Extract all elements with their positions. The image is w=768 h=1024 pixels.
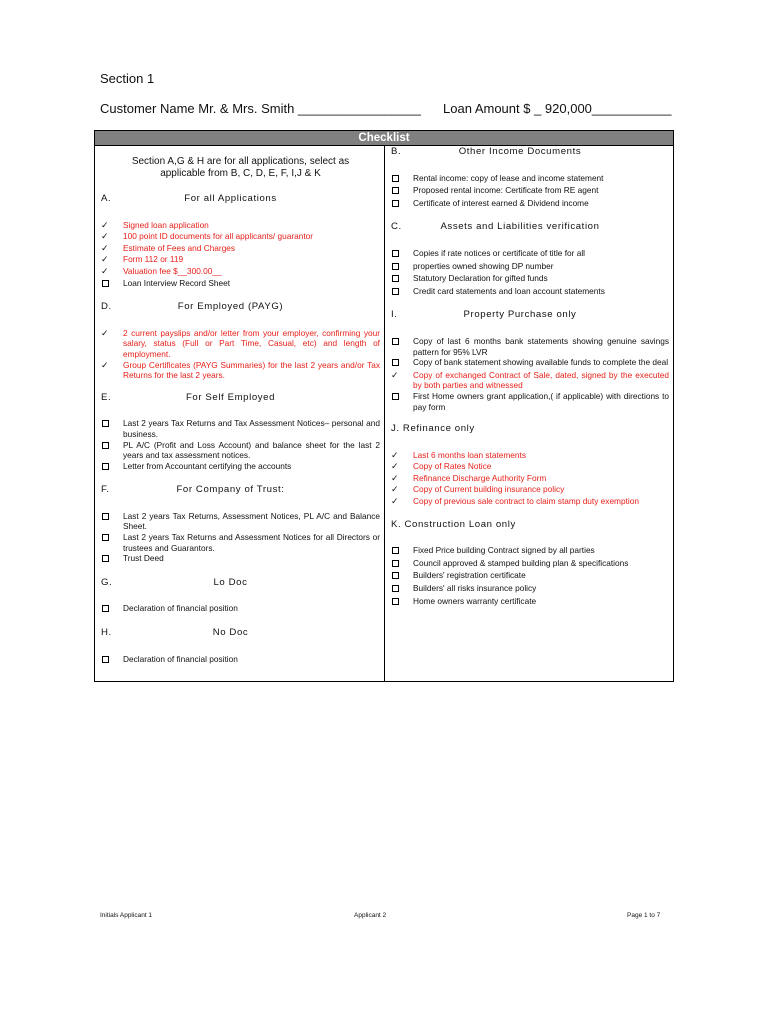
- checklist-item: [101, 231, 380, 243]
- left-column: [101, 145, 380, 666]
- checkmark-icon: ✓: [101, 327, 109, 338]
- empty-box-icon: [102, 513, 109, 520]
- checklist-item: [101, 254, 380, 266]
- empty-box-icon: [392, 175, 399, 182]
- checkbox-checked[interactable]: [391, 461, 413, 473]
- checkmark-icon: ✓: [391, 496, 399, 507]
- checklist-item-text: First Home owners grant application,( if applicable) with directions to pay form: [413, 390, 669, 412]
- empty-box-icon: [102, 420, 109, 427]
- checkbox-unchecked[interactable]: [391, 273, 413, 286]
- checkbox-checked[interactable]: [101, 266, 123, 278]
- checklist-item: [101, 461, 380, 474]
- checkmark-icon: ✓: [391, 369, 399, 380]
- checklist-item: [391, 357, 669, 370]
- section-letter: H.: [101, 627, 112, 639]
- empty-box-icon: [102, 656, 109, 663]
- checklist-item: [391, 248, 669, 261]
- checklist-item-text: PL A/C (Profit and Loss Account) and balance sheet for the last 2 years and tax assessment notices.: [123, 439, 380, 461]
- checklist-item-text: Form 112 or 119: [123, 254, 184, 265]
- section-other-income-documents: [391, 147, 669, 210]
- section-title: Lo Doc: [213, 576, 248, 588]
- checklist-item: [391, 336, 669, 357]
- checklist-item-text: Copy of previous sale contract to claim stamp duty exemption: [413, 496, 639, 507]
- checkbox-unchecked[interactable]: [391, 570, 413, 583]
- checkbox-checked[interactable]: [101, 254, 123, 266]
- loan-amount-field: Loan Amount $ _ 920,000___________: [443, 101, 672, 116]
- checkbox-unchecked[interactable]: [391, 261, 413, 274]
- checklist-item-text: Letter from Accountant certifying the accounts: [123, 460, 292, 471]
- checklist-item: [391, 461, 669, 473]
- checklist-item-text: Builders' all risks insurance policy: [413, 583, 537, 594]
- checklist-item: [391, 198, 669, 211]
- checklist-item-text: Signed loan application: [123, 219, 209, 230]
- checkbox-unchecked[interactable]: [101, 603, 123, 616]
- empty-box-icon: [392, 200, 399, 207]
- empty-box-icon: [392, 572, 399, 579]
- checklist-item-text: Last 2 years Tax Returns and Assessment Notices for all Directors or trustees and Guarantors.: [123, 532, 380, 553]
- section-heading: [391, 424, 669, 435]
- checklist-item: [391, 261, 669, 274]
- checklist-item-text: Copy of bank statement showing available funds to complete the deal: [413, 357, 669, 368]
- section-heading: [101, 393, 380, 404]
- empty-box-icon: [392, 288, 399, 295]
- checkbox-unchecked[interactable]: [391, 286, 413, 299]
- checkbox-unchecked[interactable]: [391, 198, 413, 211]
- empty-box-icon: [392, 338, 399, 345]
- empty-box-icon: [392, 585, 399, 592]
- checkmark-icon: ✓: [101, 359, 109, 370]
- checkbox-unchecked[interactable]: [101, 461, 123, 474]
- checklist-item: [101, 511, 380, 532]
- checklist-item-text: Credit card statements and loan account statements: [413, 285, 605, 296]
- section-title: Other Income Documents: [458, 146, 582, 157]
- checklist-item-text: Copy of Rates Notice: [413, 461, 492, 472]
- checkbox-unchecked[interactable]: [101, 278, 123, 291]
- section-for-company-of-trust: [101, 485, 380, 566]
- checklist-item: [101, 243, 380, 255]
- checkbox-checked[interactable]: [101, 220, 123, 232]
- checklist-item-text: Certificate of interest earned & Dividend income: [413, 197, 589, 208]
- section-for-self-employed: [101, 393, 380, 474]
- section-title: J. Refinance only: [391, 423, 475, 435]
- checkbox-unchecked[interactable]: [101, 511, 123, 524]
- checkbox-unchecked[interactable]: [391, 357, 413, 370]
- right-column: [391, 145, 669, 608]
- checklist-item: [391, 570, 669, 583]
- section-title: For all Applications: [184, 193, 277, 204]
- empty-box-icon: [392, 547, 399, 554]
- section-heading: [391, 520, 669, 531]
- checkbox-unchecked[interactable]: [101, 418, 123, 431]
- checklist-item-text: Copy of last 6 months bank statements showing genuine savings pattern for 95% LVR: [413, 335, 669, 357]
- section-label: Section 1: [100, 71, 155, 86]
- checkmark-icon: ✓: [391, 449, 399, 460]
- checklist-item: [391, 473, 669, 485]
- section-title: Property Purchase only: [463, 309, 577, 321]
- section-j-refinance-only: [391, 424, 669, 508]
- section-heading: [101, 628, 380, 639]
- section-heading: [391, 147, 669, 158]
- checkbox-unchecked[interactable]: [391, 248, 413, 261]
- customer-name-field: Customer Name Mr. & Mrs. Smith _________________: [100, 101, 421, 116]
- checkbox-unchecked[interactable]: [391, 336, 413, 349]
- checkmark-icon: ✓: [101, 231, 109, 242]
- checklist-item: [391, 370, 669, 391]
- checkmark-icon: ✓: [391, 472, 399, 483]
- checklist-item-text: Builders' registration certificate: [413, 570, 526, 581]
- checkbox-unchecked[interactable]: [391, 596, 413, 609]
- section-for-employed-payg: [101, 302, 380, 381]
- checklist-item: [391, 450, 669, 462]
- checklist-item: [101, 532, 380, 553]
- empty-box-icon: [102, 280, 109, 287]
- empty-box-icon: [392, 250, 399, 257]
- footer-page-number: Page 1 to 7: [627, 912, 661, 919]
- empty-box-icon: [392, 598, 399, 605]
- checklist-item-text: Estimate of Fees and Charges: [123, 242, 236, 253]
- checklist-item: [101, 440, 380, 461]
- checklist-item-text: Statutory Declaration for gifted funds: [413, 273, 548, 284]
- checkbox-checked[interactable]: [101, 231, 123, 243]
- section-k-construction-loan-only: [391, 520, 669, 609]
- checklist-item: [391, 185, 669, 198]
- section-title: Assets and Liabilities verification: [440, 221, 600, 233]
- checkbox-unchecked[interactable]: [391, 391, 413, 404]
- empty-box-icon: [102, 442, 109, 449]
- checklist-item: [101, 360, 380, 381]
- section-title: For Company of Trust:: [176, 484, 285, 496]
- section-lo-doc: [101, 578, 380, 616]
- checklist-item-text: Trust Deed: [123, 553, 164, 564]
- checklist-item-text: properties owned showing DP number: [413, 260, 554, 271]
- checkbox-checked[interactable]: [101, 328, 123, 340]
- checklist-item-text: Group Certificates (PAYG Summaries) for the last 2 years and/or Tax Returns for the last 2 years.: [123, 359, 380, 381]
- checklist-item: [101, 278, 380, 291]
- empty-box-icon: [392, 359, 399, 366]
- checklist-item-text: Copies if rate notices or certificate of title for all: [413, 247, 586, 258]
- checklist-item: [101, 654, 380, 667]
- section-title: K. Construction Loan only: [391, 518, 516, 530]
- checkmark-icon: ✓: [101, 219, 109, 230]
- section-property-purchase-only: [391, 310, 669, 412]
- checkmark-icon: ✓: [101, 254, 109, 265]
- checklist-item-text: Rental income: copy of lease and income statement: [413, 172, 604, 183]
- checkmark-icon: ✓: [101, 242, 109, 253]
- checkbox-checked[interactable]: [391, 370, 413, 382]
- checklist-item: [101, 418, 380, 439]
- checkbox-checked[interactable]: [101, 243, 123, 255]
- empty-box-icon: [392, 393, 399, 400]
- empty-box-icon: [392, 275, 399, 282]
- checklist-item: [101, 328, 380, 360]
- checklist-item-text: Refinance Discharge Authority Form: [413, 472, 547, 483]
- checklist-table: [94, 130, 674, 682]
- checklist-item-text: 100 point ID documents for all applicants/ guarantor: [123, 231, 314, 242]
- checklist-item: [391, 596, 669, 609]
- checklist-item-text: Copy of exchanged Contract of Sale, dated, signed by the executed by both parties and witnessed: [413, 369, 669, 391]
- section-letter: A.: [101, 193, 112, 204]
- section-letter: D.: [101, 301, 112, 313]
- checklist-item: [101, 603, 380, 616]
- checkbox-checked[interactable]: [391, 496, 413, 508]
- checklist-item: [391, 545, 669, 558]
- checklist-item-text: Last 6 months loan statements: [413, 449, 526, 460]
- empty-box-icon: [392, 560, 399, 567]
- checklist-item: [391, 496, 669, 508]
- section-letter: E.: [101, 391, 112, 403]
- checkbox-checked[interactable]: [101, 360, 123, 372]
- checkmark-icon: ✓: [391, 461, 399, 472]
- section-heading: [101, 302, 380, 313]
- checklist-item-text: Copy of Current building insurance policy: [413, 484, 565, 495]
- section-title: No Doc: [212, 627, 249, 639]
- empty-box-icon: [102, 463, 109, 470]
- column-divider: [384, 145, 385, 682]
- checkbox-unchecked[interactable]: [391, 583, 413, 596]
- checklist-item: [101, 553, 380, 566]
- checkbox-unchecked[interactable]: [101, 532, 123, 545]
- section-no-doc: [101, 628, 380, 666]
- section-for-all-applications: [101, 194, 380, 290]
- checklist-item-text: Declaration of financial position: [123, 653, 238, 664]
- section-heading: [101, 485, 380, 496]
- section-letter: C.: [391, 221, 402, 233]
- section-assets-and-liabilities-verification: [391, 222, 669, 298]
- section-heading: [391, 222, 669, 233]
- checklist-item-text: Declaration of financial position: [123, 603, 238, 614]
- checklist-item-text: Home owners warranty certificate: [413, 595, 537, 606]
- checklist-item-text: 2 current payslips and/or letter from your employer, confirming your salary, status (Full or Part Time, Casual, etc) and length of employment.: [123, 327, 380, 359]
- checkbox-unchecked[interactable]: [101, 654, 123, 667]
- checklist-item: [391, 583, 669, 596]
- empty-box-icon: [102, 605, 109, 612]
- checkbox-unchecked[interactable]: [101, 440, 123, 453]
- checklist-item: [391, 273, 669, 286]
- checkbox-unchecked[interactable]: [391, 185, 413, 198]
- empty-box-icon: [102, 555, 109, 562]
- checklist-item: [101, 266, 380, 278]
- checklist-item-text: Loan Interview Record Sheet: [123, 277, 231, 288]
- checkbox-checked[interactable]: [391, 450, 413, 462]
- checklist-item: [101, 220, 380, 232]
- checkmark-icon: ✓: [101, 265, 109, 276]
- checkbox-unchecked[interactable]: [101, 553, 123, 566]
- section-letter: F.: [101, 484, 110, 496]
- checkbox-checked[interactable]: [391, 484, 413, 496]
- checklist-item: [391, 484, 669, 496]
- checklist-item: [391, 558, 669, 571]
- checkbox-unchecked[interactable]: [391, 545, 413, 558]
- section-letter: B.: [391, 146, 402, 157]
- section-letter: I.: [391, 309, 398, 321]
- checklist-item: [391, 173, 669, 186]
- checklist-item-text: Last 2 years Tax Returns and Tax Assessment Notices– personal and business.: [123, 418, 380, 439]
- empty-box-icon: [392, 263, 399, 270]
- checklist-item-text: Fixed Price building Contract signed by all parties: [413, 545, 595, 556]
- checkmark-icon: ✓: [391, 484, 399, 495]
- section-title: For Employed (PAYG): [177, 301, 284, 313]
- empty-box-icon: [392, 187, 399, 194]
- empty-box-icon: [102, 534, 109, 541]
- checklist-instructions: Section A,G & H are for all applications, select as applicable from B, C, D, E, F, I,J & K: [131, 156, 350, 179]
- checklist-item: [391, 391, 669, 412]
- checkbox-unchecked[interactable]: [391, 173, 413, 186]
- section-heading: [391, 310, 669, 321]
- checklist-item: [391, 286, 669, 299]
- checklist-title: Checklist: [95, 131, 673, 145]
- section-title: For Self Employed: [185, 391, 276, 403]
- checkbox-checked[interactable]: [391, 473, 413, 485]
- section-heading: [101, 194, 380, 205]
- checklist-item-text: Proposed rental income: Certificate from RE agent: [413, 185, 599, 196]
- section-heading: [101, 578, 380, 589]
- checkbox-unchecked[interactable]: [391, 558, 413, 571]
- footer-applicant-2: Applicant 2: [354, 912, 387, 919]
- checklist-item-text: Council approved & stamped building plan & specifications: [413, 557, 629, 568]
- footer-initials-applicant-1: Initials Applicant 1: [100, 912, 153, 919]
- checklist-item-text: Last 2 years Tax Returns, Assessment Notices, PL A/C and Balance Sheet.: [123, 510, 380, 532]
- checklist-item-text: Valuation fee $__300.00__: [123, 265, 222, 276]
- section-letter: G.: [101, 576, 113, 588]
